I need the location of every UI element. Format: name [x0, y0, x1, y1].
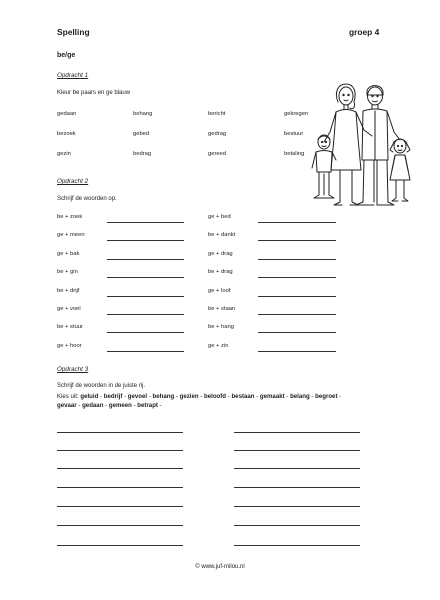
exercise1-word: gedaan — [57, 111, 77, 117]
exercise2-right-prompt: be + drag — [208, 269, 233, 276]
exercise1-word: bedrag — [133, 151, 152, 157]
choose-word: betrapt — [137, 402, 158, 409]
page-topic: be/ge — [57, 52, 76, 59]
exercise2-left-prompt: ge + bak — [57, 250, 80, 257]
exercise1-word: gebed — [133, 131, 150, 137]
exercise2-right-prompt: ge + drag — [208, 250, 233, 257]
choose-word: geluid — [80, 393, 99, 400]
exercise2-left-prompt: be + zoek — [57, 214, 83, 220]
choose-word: behang — [152, 393, 175, 400]
exercise2-title: Opdracht 2 — [57, 178, 89, 185]
exercise2-right-answer-line[interactable] — [258, 259, 336, 260]
exercise3-answer-line[interactable] — [234, 450, 360, 451]
exercise3-answer-line[interactable] — [57, 450, 183, 451]
choose-word: bestaan — [231, 393, 255, 400]
exercise2-left-prompt: ge + voel — [57, 306, 81, 312]
choose-word: gemeen — [108, 402, 132, 409]
exercise2-right-prompt: be + hang — [208, 324, 234, 331]
exercise2-right-prompt: ge + bed — [208, 214, 231, 220]
exercise2-right-answer-line[interactable] — [258, 296, 336, 297]
exercise2-left-answer-line[interactable] — [107, 277, 184, 278]
boy-figure — [312, 135, 336, 198]
exercise2-left-prompt: ge + hoor — [57, 342, 82, 349]
exercise1-word: bezoek — [57, 131, 76, 137]
exercise3-answer-line[interactable] — [234, 545, 360, 546]
page-subject: Spelling — [57, 27, 90, 37]
exercise2-left-prompt: be + stuur — [57, 324, 83, 331]
exercise3-answer-line[interactable] — [57, 487, 183, 488]
choose-word: gemaakt — [259, 393, 285, 400]
choose-label: Kies uit: — [57, 393, 81, 400]
exercise2-right-prompt: be + staan — [208, 306, 236, 312]
choose-word: gedaan — [82, 402, 104, 409]
exercise2-left-answer-line[interactable] — [107, 222, 184, 223]
father-figure — [356, 86, 400, 205]
exercise3-answer-line[interactable] — [234, 506, 360, 507]
exercise3-instruction: Schrijf de woorden in de juiste rij. — [57, 383, 146, 389]
exercise2-left-answer-line[interactable] — [107, 332, 184, 333]
exercise3-answer-line[interactable] — [57, 545, 183, 546]
exercise2-left-answer-line[interactable] — [107, 296, 184, 297]
footer-copyright: © www.juf-milou.nl — [195, 564, 245, 570]
exercise2-right-answer-line[interactable] — [258, 240, 336, 241]
choose-word: bedrijf — [103, 393, 123, 400]
exercise1-word: behang — [133, 111, 153, 117]
exercise1-word: gekregen — [284, 111, 309, 117]
girl-figure — [390, 139, 410, 201]
exercise2-right-answer-line[interactable] — [258, 314, 336, 315]
exercise3-answer-line[interactable] — [234, 468, 360, 469]
exercise2-right-answer-line[interactable] — [258, 332, 336, 333]
exercise2-right-answer-line[interactable] — [258, 222, 336, 223]
exercise3-answer-line[interactable] — [234, 525, 360, 526]
mother-figure — [324, 84, 372, 205]
choose-word: begroet — [315, 393, 338, 400]
exercise2-left-prompt: be + drijf — [57, 287, 80, 294]
exercise1-word: betaling — [284, 151, 305, 157]
family-illustration — [300, 80, 420, 210]
exercise3-answer-line[interactable] — [57, 468, 183, 469]
exercise1-word: bericht — [208, 111, 226, 117]
exercise2-left-prompt: be + gin — [57, 269, 78, 276]
exercise2-left-answer-line[interactable] — [107, 351, 184, 352]
exercise3-title: Opdracht 3 — [57, 366, 89, 373]
choose-word: belang — [290, 393, 310, 400]
exercise2-instruction: Schrijf de woorden op. — [57, 196, 117, 202]
exercise1-title: Opdracht 1 — [57, 72, 89, 79]
exercise2-left-prompt: ge + meen — [57, 232, 85, 239]
exercise3-answer-line[interactable] — [234, 487, 360, 488]
choose-word: beloofd — [204, 393, 227, 400]
exercise3-answer-line[interactable] — [57, 525, 183, 526]
exercise2-left-answer-line[interactable] — [107, 314, 184, 315]
page-group: groep 4 — [349, 27, 380, 37]
exercise2-right-prompt: ge + loof — [208, 287, 231, 294]
exercise2-right-prompt: be + dankt — [208, 232, 236, 239]
exercise2-right-answer-line[interactable] — [258, 277, 336, 278]
exercise3-answer-line[interactable] — [57, 506, 183, 507]
exercise2-left-answer-line[interactable] — [107, 240, 184, 241]
exercise1-instruction: Kleur be paars en ge blauw — [57, 90, 131, 96]
exercise3-choose-list: Kies uit: geluid - bedrijf - gevoel - behang - gezien - beloofd - bestaan - gemaakt - belang - begroet - gevaar - gedaan - gemeen - betrapt - — [57, 393, 342, 409]
exercise3-answer-line[interactable] — [57, 432, 183, 433]
exercise2-right-prompt: ge + zin — [208, 342, 229, 349]
exercise1-word: gezin — [57, 151, 71, 157]
exercise3-answer-line[interactable] — [234, 432, 360, 433]
exercise1-word: bestuur — [284, 131, 304, 137]
choose-word: gevaar — [57, 402, 77, 409]
exercise2-right-answer-line[interactable] — [258, 351, 336, 352]
exercise1-word: gedrag — [208, 131, 227, 137]
exercise2-left-answer-line[interactable] — [107, 259, 184, 260]
choose-word: gevoel — [127, 393, 148, 400]
choose-word: gezien — [179, 393, 199, 400]
exercise1-word: gereed — [208, 151, 227, 157]
